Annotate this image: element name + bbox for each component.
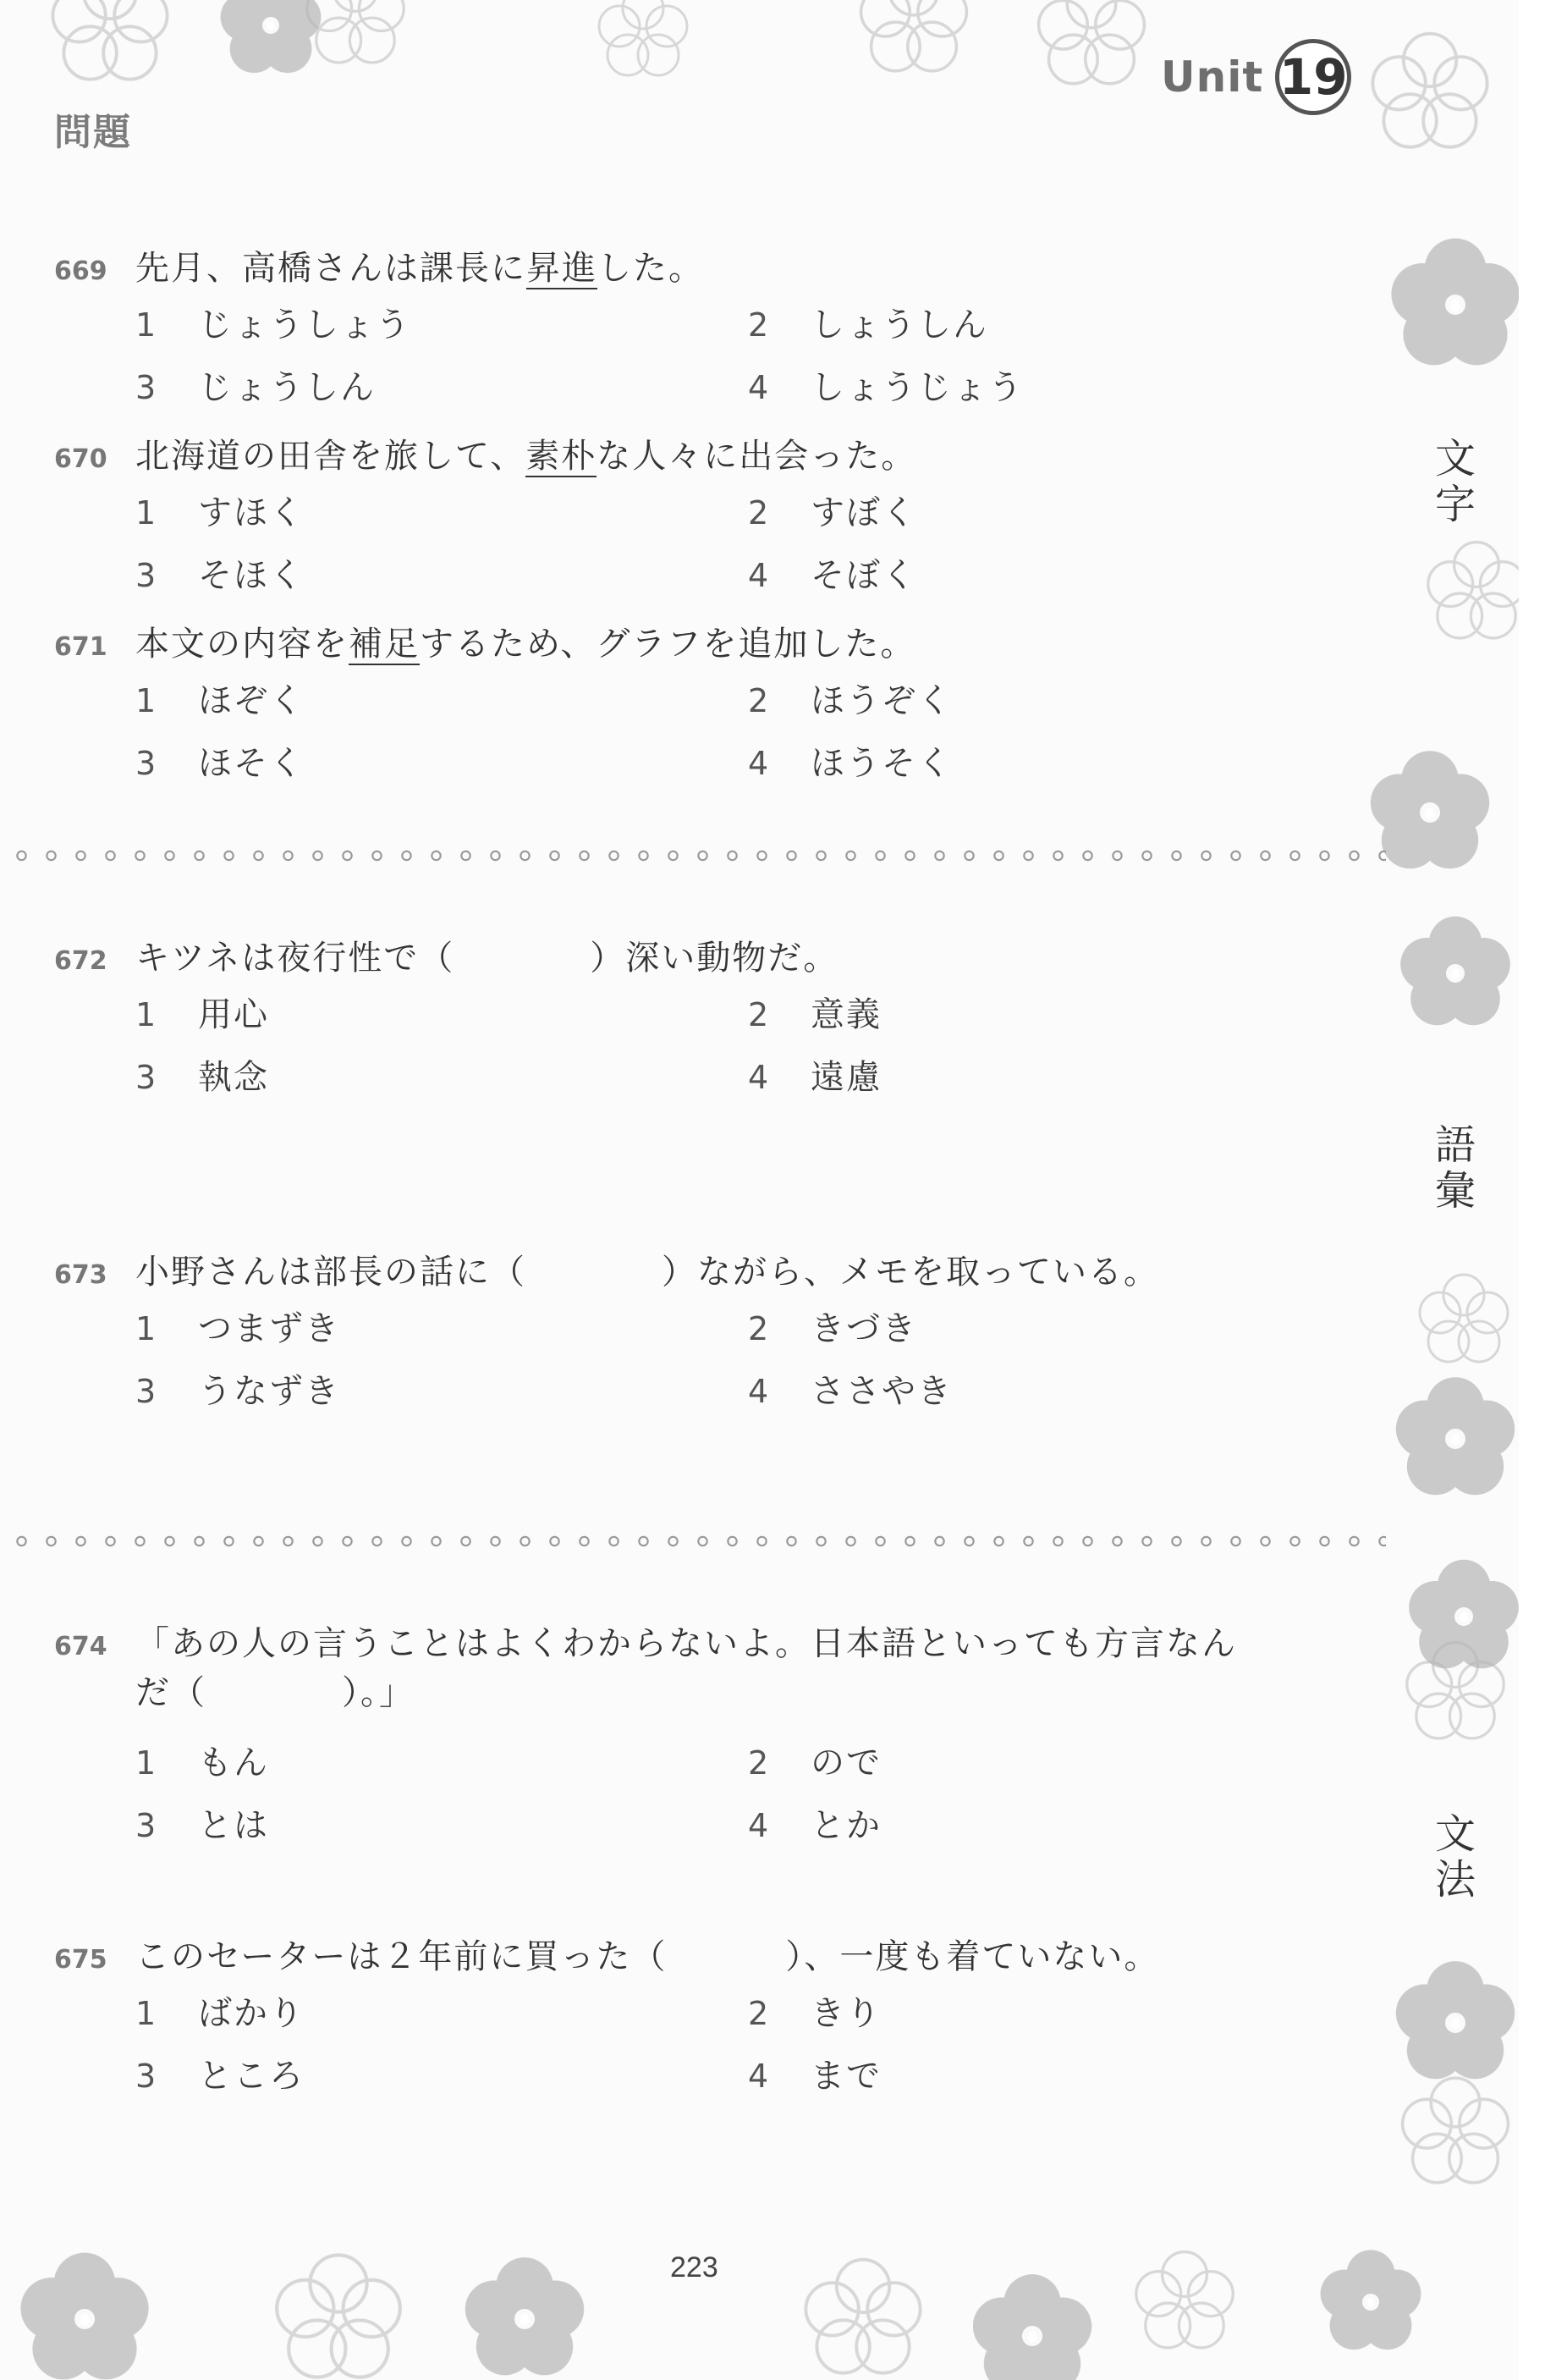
question-text: 「あの人の言うことはよくわからないよ。日本語といっても方言なん bbox=[135, 1624, 1237, 1663]
question-text: キツネは夜行性で（ ）深い動物だ。 bbox=[135, 939, 839, 978]
option-2: 2 しょうしん bbox=[748, 305, 988, 344]
question-number: 675 bbox=[54, 1945, 107, 1975]
question-671 bbox=[54, 617, 1361, 791]
option-3: 3 じょうしん bbox=[135, 367, 376, 407]
question-number: 669 bbox=[54, 256, 107, 286]
option-1: 1 じょうしょう bbox=[135, 305, 411, 344]
question-675 bbox=[54, 1930, 1361, 2104]
question-text-line2: だ（ ）。」 bbox=[135, 1673, 415, 1712]
question-number: 672 bbox=[54, 946, 107, 976]
question-673 bbox=[54, 1245, 1361, 1419]
option-2: 2 ほうぞく bbox=[748, 680, 953, 720]
option-1: 1 ほぞく bbox=[135, 680, 305, 720]
option-1: 1 つまずき bbox=[135, 1308, 340, 1348]
option-4: 4 とか bbox=[748, 1805, 882, 1845]
unit-number: 19 bbox=[1278, 48, 1348, 106]
section-divider bbox=[7, 848, 1386, 863]
question-text: 本文の内容を補足するため、グラフを追加した。 bbox=[135, 625, 916, 664]
side-tab-goi: 語彙 bbox=[1434, 1121, 1476, 1215]
option-2: 2 すぼく bbox=[748, 493, 917, 532]
option-2: 2 きづき bbox=[748, 1308, 917, 1348]
option-4: 4 そぼく bbox=[748, 555, 917, 595]
unit-number-circle bbox=[1275, 39, 1351, 115]
side-tab-moji: 文字 bbox=[1434, 435, 1476, 528]
question-672 bbox=[54, 931, 1361, 1105]
question-670 bbox=[54, 429, 1361, 603]
option-1: 1 もん bbox=[135, 1743, 269, 1782]
option-3: 3 執念 bbox=[135, 1057, 269, 1097]
side-tab-bunpo: 文法 bbox=[1434, 1810, 1476, 1903]
page-number: 223 bbox=[670, 2251, 718, 2284]
unit-badge bbox=[1161, 30, 1351, 124]
question-number: 673 bbox=[54, 1260, 107, 1290]
option-1: 1 用心 bbox=[135, 994, 269, 1034]
question-number: 670 bbox=[54, 444, 107, 474]
option-2: 2 きり bbox=[748, 1993, 882, 2033]
option-3: 3 ところ bbox=[135, 2056, 305, 2096]
question-number: 674 bbox=[54, 1632, 107, 1661]
page-edge bbox=[1519, 0, 1556, 2380]
question-text: このセーターは２年前に買った（ ）、一度も着ていない。 bbox=[135, 1937, 1160, 1976]
option-4: 4 しょうじょう bbox=[748, 367, 1024, 407]
option-3: 3 そほく bbox=[135, 555, 305, 595]
option-1: 1 ばかり bbox=[135, 1993, 305, 2033]
underlined-word: 素朴 bbox=[525, 437, 597, 476]
question-669 bbox=[54, 241, 1361, 416]
question-number: 671 bbox=[54, 632, 107, 662]
option-3: 3 うなずき bbox=[135, 1371, 340, 1411]
question-text: 先月、高橋さんは課長に昇進した。 bbox=[135, 249, 704, 288]
option-3: 3 ほそく bbox=[135, 743, 305, 783]
option-4: 4 まで bbox=[748, 2056, 882, 2096]
question-text: 小野さんは部長の話に（ ）ながら、メモを取っている。 bbox=[135, 1253, 1159, 1292]
unit-label: Unit bbox=[1161, 52, 1264, 102]
question-text: 北海道の田舎を旅して、素朴な人々に出会った。 bbox=[135, 437, 917, 476]
option-2: 2 意義 bbox=[748, 994, 882, 1034]
page-title: 問題 bbox=[54, 111, 132, 154]
option-2: 2 ので bbox=[748, 1743, 882, 1782]
option-4: 4 ほうそく bbox=[748, 743, 953, 783]
underlined-word: 昇進 bbox=[526, 249, 597, 288]
option-4: 4 遠慮 bbox=[748, 1057, 882, 1097]
option-4: 4 ささやき bbox=[748, 1371, 953, 1411]
question-674 bbox=[54, 1617, 1361, 1854]
underlined-word: 補足 bbox=[349, 625, 420, 664]
option-1: 1 すほく bbox=[135, 493, 305, 532]
section-divider bbox=[7, 1534, 1386, 1549]
option-3: 3 とは bbox=[135, 1805, 269, 1845]
